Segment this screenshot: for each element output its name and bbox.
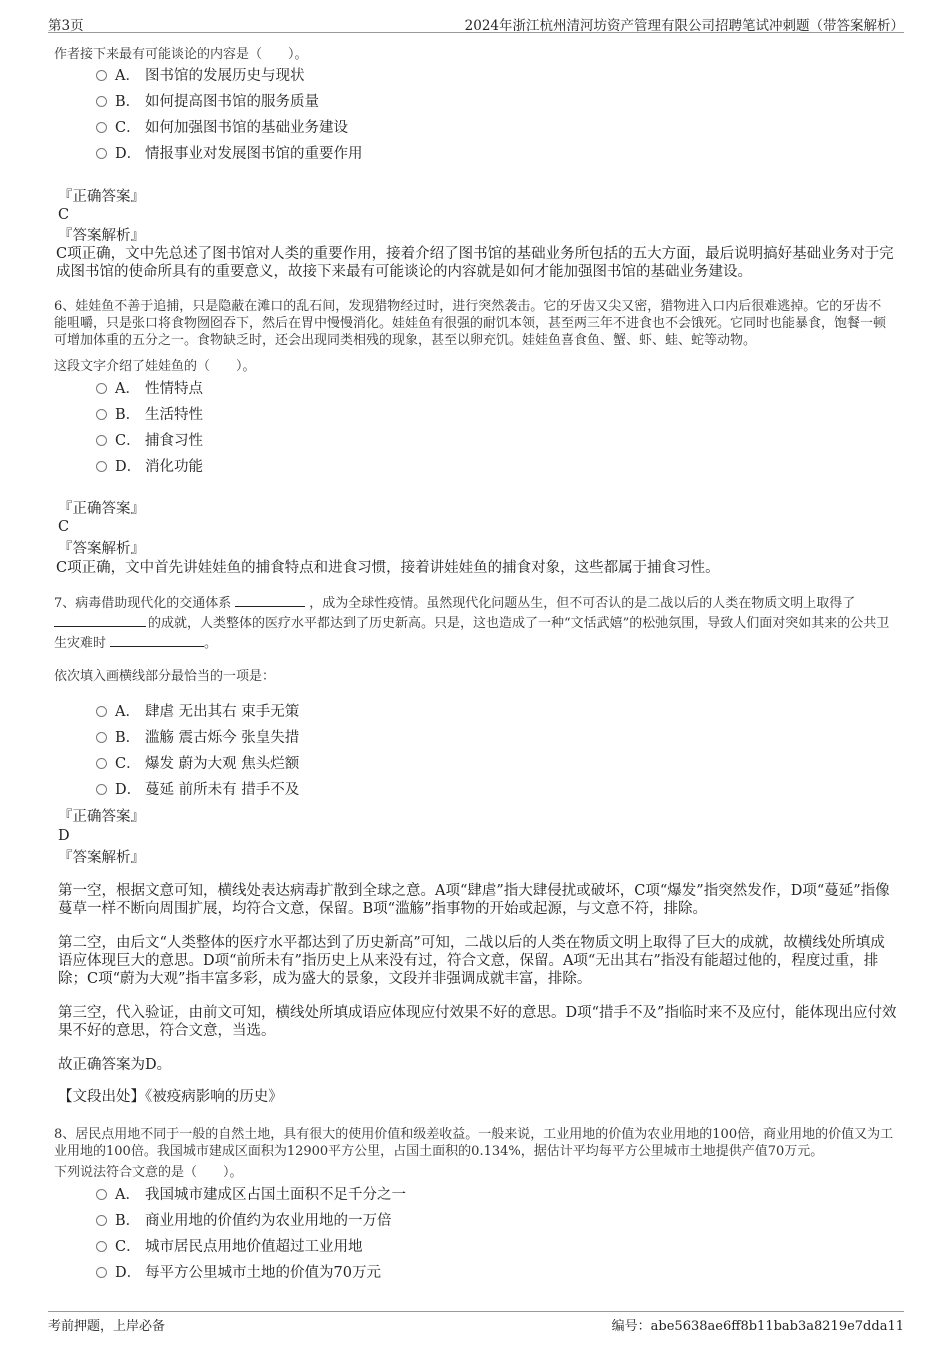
document-id: 编号：abe5638ae6ff8b11bab3a8219e7dda11 [611, 1319, 904, 1334]
radio-icon[interactable] [96, 70, 107, 81]
q6-option-d[interactable]: D． 消化功能 [96, 457, 203, 477]
radio-icon[interactable] [96, 148, 107, 159]
q5-answer-label: 『正确答案』 [58, 189, 145, 205]
q7-para-3: 第三空，代入验证，由前文可知，横线处所填成语应体现应付效果不好的意思。D项“措手不及”指临时来不及应付，能体现出应付效果不好的意思，符合文意，当选。 [58, 1005, 897, 1039]
q7-option-d[interactable]: D． 蔓延 前所未有 措手不及 [96, 780, 299, 800]
q7-para-1: 第一空，根据文意可知，横线处表达病毒扩散到全球之意。A项“肆虐”指大肆侵扰或破坏，C项“爆发”指突然发作，D项“蔓延”指像蔓草一样不断向周围扩展，均符合文意，保留。B项“滥觞”指事物的开始或起源，与文意不符，排除。 [58, 883, 890, 917]
radio-icon[interactable] [96, 1215, 107, 1226]
blank-2[interactable] [54, 614, 146, 627]
q8-option-c[interactable]: C． 城市居民点用地价值超过工业用地 [96, 1237, 363, 1257]
q6-answer-label: 『正确答案』 [58, 501, 145, 517]
q5-option-a[interactable]: A． 图书馆的发展历史与现状 [96, 66, 305, 86]
radio-icon[interactable] [96, 383, 107, 394]
q7-para-4: 故正确答案为D。 [58, 1057, 172, 1073]
q7-explain-label: 『答案解析』 [58, 850, 145, 866]
q6-option-c[interactable]: C． 捕食习性 [96, 431, 203, 451]
q5-stem: 作者接下来最有可能谈论的内容是（ ）。 [54, 47, 308, 62]
q5-option-d[interactable]: D． 情报事业对发展图书馆的重要作用 [96, 144, 363, 164]
q5-explanation: C项正确，文中先总述了图书馆对人类的重要作用，接着介绍了图书馆的基础业务所包括的五大方面，最后说明搞好基础业务对于完成图书馆的使命所具有的重要意义，故接下来最有可能谈论的内容就是如何才能加强图书馆的基础业务建设。 [56, 246, 894, 280]
q7-answer: D [58, 828, 70, 844]
q5-option-b[interactable]: B． 如何提高图书馆的服务质量 [96, 92, 319, 112]
blank-1[interactable] [235, 594, 305, 607]
q6-explain-label: 『答案解析』 [58, 541, 145, 557]
q5-option-c[interactable]: C． 如何加强图书馆的基础业务建设 [96, 118, 348, 138]
q6-explanation: C项正确，文中首先讲娃娃鱼的捕食特点和进食习惯，接着讲娃娃鱼的捕食对象，这些都属于捕食习性。 [56, 560, 720, 576]
q6-question: 这段文字介绍了娃娃鱼的（ ）。 [54, 359, 256, 374]
radio-icon[interactable] [96, 96, 107, 107]
q8-question: 下列说法符合文意的是（ ）。 [54, 1165, 243, 1180]
page-number: 第3页 [48, 18, 84, 34]
q7-answer-label: 『正确答案』 [58, 809, 145, 825]
radio-icon[interactable] [96, 461, 107, 472]
q7-source: 【文段出处】《被疫病影响的历史》 [58, 1089, 283, 1105]
radio-icon[interactable] [96, 409, 107, 420]
radio-icon[interactable] [96, 122, 107, 133]
q7-stem: 7、病毒借助现代化的交通体系 ，成为全球性疫情。虽然现代化问题丛生，但不可否认的是二战以后的人类在物质文明上取得了的成就，人类整体的医疗水平都达到了历史新高。只是，这也造成了一种“文恬武嬉”的松弛氛围，导致人们面对突如其来的公共卫生灾难时 。 [54, 596, 890, 651]
q5-explain-label: 『答案解析』 [58, 228, 145, 244]
q6-answer: C [58, 519, 70, 535]
radio-icon[interactable] [96, 784, 107, 795]
radio-icon[interactable] [96, 732, 107, 743]
radio-icon[interactable] [96, 758, 107, 769]
page-header [48, 12, 904, 33]
q7-para-2: 第二空，由后文“人类整体的医疗水平都达到了历史新高”可知，二战以后的人类在物质文明上取得了巨大的成就，故横线处所填成语应体现巨大的意思。D项“前所未有”指历史上从来没有过，符合文意，保留。A项“无出其右”指没有能超过他的，程度过重，排除；C项“蔚为大观”指丰富多彩，成为盛大的景象，文段并非强调成就丰富，排除。 [58, 935, 885, 987]
q7-option-a[interactable]: A． 肆虐 无出其右 束手无策 [96, 702, 299, 722]
q7-question: 依次填入画横线部分最恰当的一项是： [54, 669, 276, 684]
q8-stem: 8、居民点用地不同于一般的自然土地，具有很大的使用价值和级差收益。一般来说，工业用地的价值为农业用地的100倍，商业用地的价值又为工业用地的100倍。我国城市建成区面积为12900平方公里，占国土面积的0.134%，据估计平均每平方公里城市土地提供产值70万元。 [54, 1127, 894, 1159]
q6-option-a[interactable]: A． 性情特点 [96, 379, 203, 399]
radio-icon[interactable] [96, 1267, 107, 1278]
q8-option-b[interactable]: B． 商业用地的价值约为农业用地的一万倍 [96, 1211, 392, 1231]
q7-option-c[interactable]: C． 爆发 蔚为大观 焦头烂额 [96, 754, 299, 774]
q6-stem: 6、娃娃鱼不善于追捕，只是隐蔽在滩口的乱石间，发现猎物经过时，进行突然袭击。它的牙齿又尖又密，猎物进入口内后很难逃掉。它的牙齿不能咀嚼，只是张口将食物囫囵吞下，然后在胃中慢慢消化。娃娃鱼有很强的耐饥本领，甚至两三年不进食也不会饿死。它同时也能暴食，饱餐一顿可增加体重的五分之一。食物缺乏时，还会出现同类相残的现象，甚至以卵充饥。娃娃鱼喜食鱼、蟹、虾、蛙、蛇等动物。 [54, 299, 887, 348]
document-title: 2024年浙江杭州清河坊资产管理有限公司招聘笔试冲刺题（带答案解析） [464, 18, 904, 34]
radio-icon[interactable] [96, 1189, 107, 1200]
radio-icon[interactable] [96, 1241, 107, 1252]
footer-slogan: 考前押题，上岸必备 [48, 1319, 166, 1334]
q5-answer: C [58, 207, 70, 223]
page-footer [48, 1311, 904, 1338]
q6-option-b[interactable]: B． 生活特性 [96, 405, 203, 425]
blank-3[interactable] [110, 634, 204, 647]
q8-option-d[interactable]: D． 每平方公里城市土地的价值为70万元 [96, 1263, 381, 1283]
q8-option-a[interactable]: A． 我国城市建成区占国土面积不足千分之一 [96, 1185, 406, 1205]
radio-icon[interactable] [96, 435, 107, 446]
radio-icon[interactable] [96, 706, 107, 717]
q7-option-b[interactable]: B． 滥觞 震古烁今 张皇失措 [96, 728, 299, 748]
